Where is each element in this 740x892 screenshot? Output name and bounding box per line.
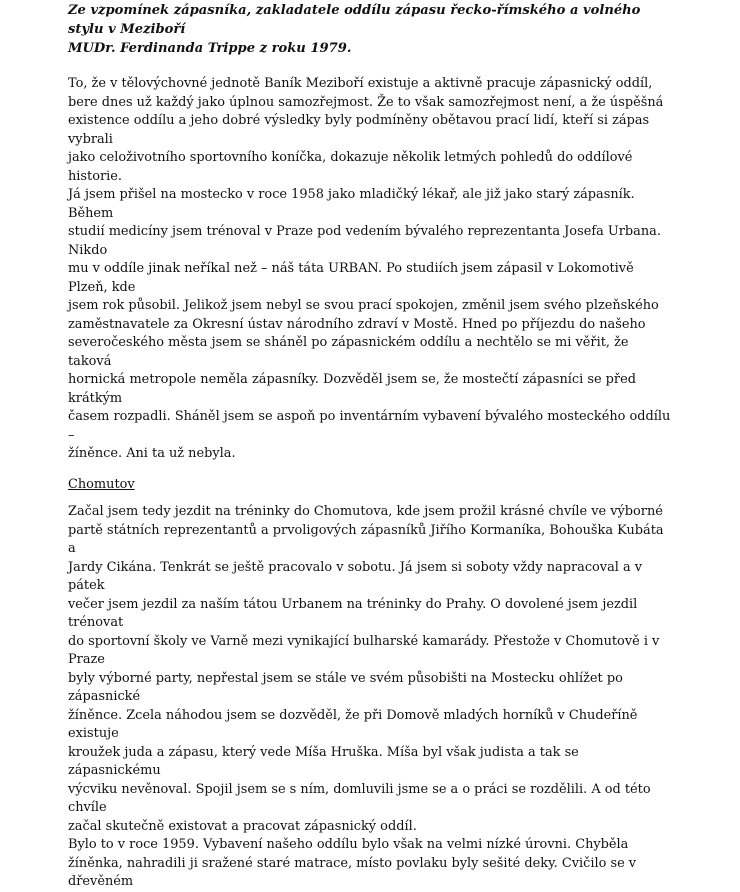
section-heading: Chomutov — [68, 476, 135, 492]
intro-text: Ze vzpomínek zápasníka, zakladatele oddílu zápasu řecko-římského a volného stylu v Meziboří MUDr. Ferdinanda Trippe z roku 1979. — [68, 3, 641, 56]
paragraph: Začal jsem tedy jezdit na tréninky do Chomutova, kde jsem prožil krásné chvíle ve výborné partě státních reprezentantů a prvoligových zápasníků Jiřího Kormaníka, Bohouška Kubáta a Jardy Cikána. Tenkrát se ještě pracovalo v sobotu. Já jsem si soboty vždy napracoval a v pátek večer jsem jezdil za naším tátou Urbanem na tréninky do Prahy. O dovolené jsem jezdil trénovat do sportovní školy ve Varně mezi vynikající bulharské kamarády. Přestože v Chomutově i v Praze byly výborné party, nepřestal jsem se stále ve svém působišti na Mostecku ohlížet po zápasnické žíněnce. Zcela náhodou jsem se dozvěděl, že při Domově mladých horníků v Chudeříně existuje kroužek juda a zápasu, který vede Míša Hruška. Míša byl však judista a tak se zápasnickému výcviku nevěnoval. Spojil jsem se s ním, domluvili jsme se a o práci se rozdělili. A od této chvíle začal skutečně existovat a pracovat zápasnický oddíl. — [68, 504, 664, 834]
paragraph: Bylo to v roce 1959. Vybavení našeho oddílu bylo však na velmi nízké úrovni. Chyběla žíněnka, nahradili ji sražené staré matrace, místo povlaku byly sešité deky. Cvičilo se v dřevěném — [68, 837, 637, 889]
paragraph: To, že v tělovýchovné jednotě Baník Meziboří existuje a aktivně pracuje zápasnický oddíl, bere dnes už každý jako úplnou samozřejmost. Že to však samozřejmost není, a že úspěšná existence oddílu a jeho dobré výsledky byly podmíněny obětavou prací lidí, kteří si zápas vybrali jako celoživotního sportovního koníčka, dokazuje několik letmých pohledů do oddílové historie. Já jsem přišel na mostecko v roce 1958 jako mladičký lékař, ale již jako starý zápasník. Během studií medicíny jsem trénoval v Praze pod vedením bývalého reprezentanta Josefa Urbana. Nikdo mu v oddíle jinak neříkal než – náš táta URBAN. Po studiích jsem zápasil v Lokomotivě Plzeň, kde jsem rok působil. Jelikož jsem nebyl se svou prací spokojen, změnil jsem svého plzeňského zaměstnavatele za Okresní ústav národního zdraví v Mostě. Hned po příjezdu do našeho severočeského města jsem se sháněl po zápasnickém oddílu a nechtělo se mi věřit, že taková hornická metropole neměla zápasníky. Dozvěděl jsem se, že mostečtí zápasníci se před krátkým časem rozpadli. Sháněl jsem se aspoň po inventárním vybavení bývalého mosteckého oddílu – žíněnce. Ani ta už nebyla. — [68, 76, 671, 461]
